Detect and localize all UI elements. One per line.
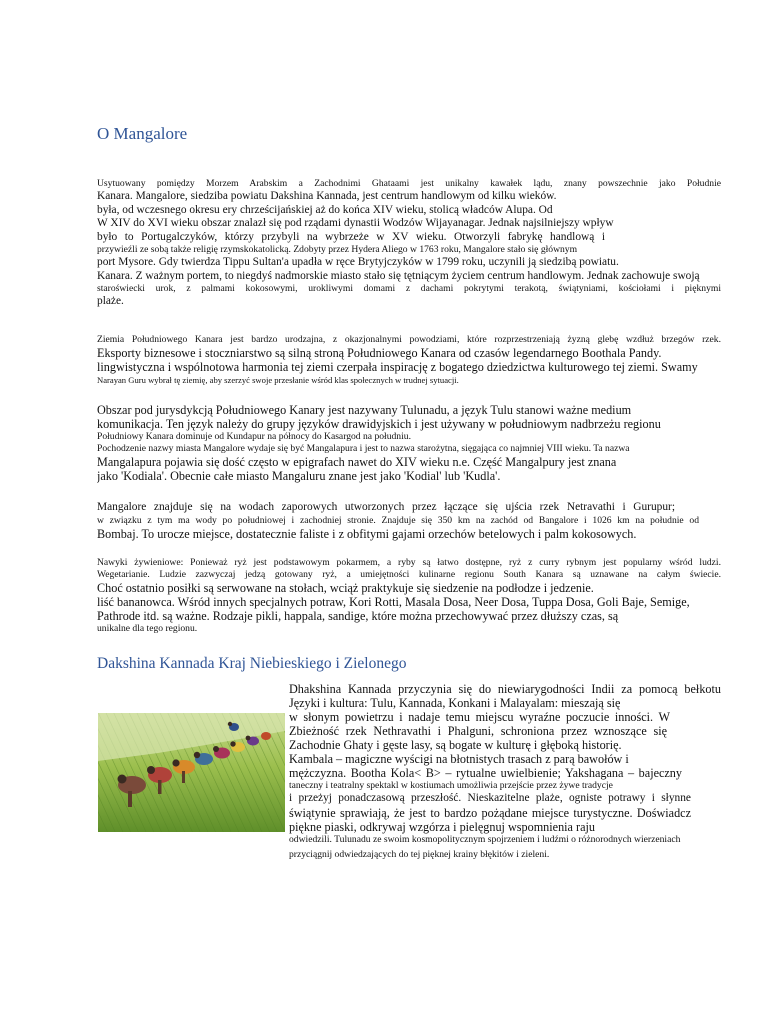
text-line: Dhakshina Kannada przyczynia się do niewiarygodności Indii za pomocą bełkotu [289, 682, 721, 696]
text-line: liść bananowca. Wśród innych specjalnych potraw, Kori Rotti, Masala Dosa, Neer Dosa, Tuppa Dosa, Goli Baje, Semige, [97, 595, 690, 609]
text-line: plaże. [97, 295, 124, 307]
text-line: Choć ostatnio posiłki są serwowane na stołach, wciąż praktykuje się siedzenie na podłodze i jedzenie. [97, 581, 594, 595]
text-line: przyciągnij odwiedzających do tej pięknej krainy błękitów i zieleni. [289, 848, 550, 860]
text-line: Ziemia Południowego Kanara jest bardzo urodzajna, z okazjonalnymi powodziami, które rozprzestrzeniają żyzną glebę wzdłuż brzegów rzek. [97, 334, 721, 345]
text-line: Zachodnie Ghaty i gęste lasy, są bogate w kulturę i głęboką historię. [289, 738, 622, 752]
text-line: Bombaj. To urocze miejsce, dostatecznie faliste i z obfitymi gajami orzechów betelowych i palm kokosowych. [97, 526, 637, 541]
text-line: staroświecki urok, z palmami kokosowymi, urokliwymi domami z dachami pokrytymi terakotą, świątyniami, kościołami i pięknymi [97, 283, 721, 294]
text-line: Pathrode itd. są ważne. Rodzaje pikli, happala, sandige, które można przechowywać przez dłuższy czas, są [97, 609, 619, 623]
paragraph-location [97, 501, 721, 541]
text-line: Zbieżność rzek Nethravathi i Phalguni, schroniona przez wznoszące się [289, 724, 667, 738]
text-line: piękne piaski, odkrywaj wzgórza i pielęgnuj wspomnienia raju [289, 819, 595, 834]
text-line: Mangalapura pojawia się dość często w epigrafach nawet do XIV wieku n.e. Część Mangalpury jest znana [97, 455, 617, 469]
text-line: jako 'Kodiala'. Obecnie całe miasto Mangaluru znane jest jako 'Kodial' lub 'Kudla'. [97, 469, 501, 483]
text-line: była, od wczesnego okresu ery chrześcijańskiej aż do końca XIV wieku, stolicą władców Alupa. Od [97, 203, 553, 216]
text-line: i przeżyj ponadczasową przeszłość. Nieskazitelne plaże, ogniste potrawy i słynne [289, 792, 691, 804]
paragraph-tulunadu [97, 403, 721, 483]
text-line: Języki i kultura: Tulu, Kannada, Konkani i Malayalam: mieszają się [289, 696, 621, 710]
text-line: taneczny i teatralny spektakl w kostiumach umożliwia przejście przez żywe tradycje [289, 780, 613, 791]
text-line: Eksporty biznesowe i stoczniarstwo są silną stroną Południowego Kanara od czasów legendarnego Boothala Pandy. [97, 346, 662, 360]
text-line: Nawyki żywieniowe: Ponieważ ryż jest podstawowym pokarmem, a ryby są łatwo dostępne, ryż z curry rybnym jest popularny wśród ludzi. [97, 557, 721, 568]
section-heading: Dakshina Kannada Kraj Niebieskiego i Zielonego [97, 655, 407, 672]
text-line: świątynie sprawiają, że jest to bardzo pożądane miejsce turystyczne. Doświadcz [289, 805, 691, 820]
text-line: komunikacja. Ten język należy do grupy języków drawidyjskich i jest używany w południowym nadbrzeżu regionu [97, 417, 661, 431]
text-line: Kanara. Mangalore, siedziba powiatu Dakshina Kannada, jest centrum handlowym od kilku wieków. [97, 190, 557, 202]
text-line: Południowy Kanara dominuje od Kundapur na północy do Kasargod na południu. [97, 431, 411, 442]
text-line: port Mysore. Gdy twierdza Tippu Sultan'a upadła w ręce Brytyjczyków w 1799 roku, uczynili ją siedzibą powiatu. [97, 256, 619, 268]
text-line: Narayan Guru wybrał tę ziemię, aby szerzyć swoje przesłanie wśród klas społecznych w trudnej sytuacji. [97, 375, 459, 385]
text-line: odwiedzili. Tulunadu ze swoim kosmopolitycznym spojrzeniem i ludźmi o różnorodnych wierzeniach [289, 833, 681, 845]
page-title: O Mangalore [97, 124, 188, 143]
text-line: Usytuowany pomiędzy Morzem Arabskim a Zachodnimi Ghataami jest unikalny kawałek lądu, znany powszechnie jako Południe [97, 178, 721, 189]
text-line: Obszar pod jurysdykcją Południowego Kanary jest nazywany Tulunadu, a język Tulu stanowi ważne medium [97, 403, 632, 417]
text-line: było to Portugalczyków, którzy przybyli na wybrzeże w XV wieku. Otworzyli fabrykę handlową i [97, 230, 605, 243]
text-line: Kanara. Z ważnym portem, to niegdyś nadmorskie miasto stało się tętniącym życiem centrum handlowym. Jednak zachowuje swoją [97, 269, 700, 282]
text-line: W XIV do XVI wieku obszar znalazł się pod rządami dynastii Wodzów Wijayanagar. Jednak najsilniejszy wpływ [97, 217, 614, 229]
paragraph-food [97, 557, 721, 635]
paragraph-history [97, 178, 721, 309]
text-line: unikalne dla tego regionu. [97, 623, 198, 634]
text-line: Mangalore znajduje się na wodach zaporowych utworzonych przez łączące się ujścia rzek Netravathi i Gurupur; [97, 501, 675, 513]
text-line: lingwistyczna i wspólnotowa harmonia tej ziemi czerpała inspirację z bogatego dziedzictwa kulturowego tej ziemi. Swamy [97, 360, 698, 374]
text-line: Pochodzenie nazwy miasta Mangalore wydaje się być Mangalapura i jest to nazwa starożytna, sięgająca co najmniej VIII wieku. Ta nazwa [97, 443, 630, 454]
text-line: w związku z tym ma wody po południowej i zachodniej stronie. Znajduje się 350 km na zachód od Bangalore i 1026 km na południe od [97, 514, 699, 526]
text-line: w słonym powietrzu i nadaje temu miejscu wyraźne poczucie inności. W [289, 710, 670, 724]
text-line: Kambala – magiczne wyścigi na błotnistych trasach z parą bawołów i [289, 752, 629, 766]
text-line: mężczyzna. Bootha Kola< B> – rytualne uwielbienie; Yakshagana – bajeczny [289, 766, 682, 780]
text-line: przywieźli ze sobą także religię rzymskokatolicką. Zdobyty przez Hydera Aliego w 1763 roku, Mangalore stało się głównym [97, 244, 578, 255]
text-line: Wegetarianie. Ludzie zazwyczaj jedzą gotowany ryż, a umiejętności kulinarne regionu South Kanara są uznawane na całym świecie. [97, 569, 721, 580]
rice-field-photo [98, 713, 285, 832]
paragraph-dakshina-kannada [289, 682, 721, 861]
paragraph-land [97, 334, 721, 386]
